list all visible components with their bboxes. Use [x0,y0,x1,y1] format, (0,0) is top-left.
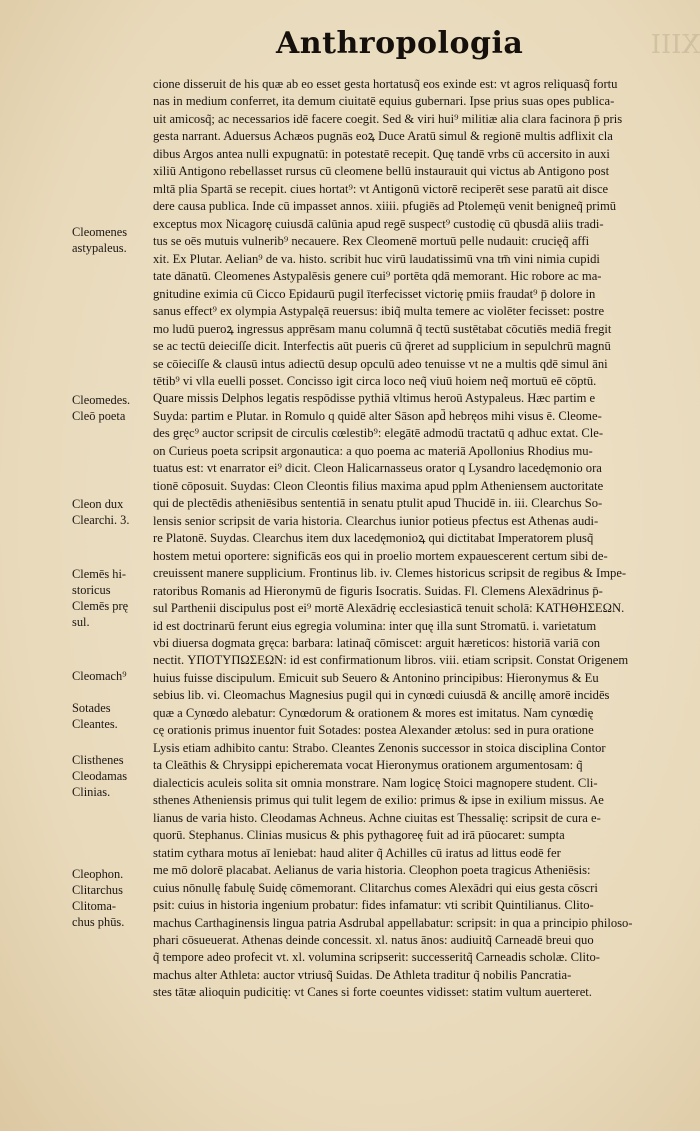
margin-note-line: sul. [72,615,90,629]
text-line: id est doctrinarū ferunt eius egregia volumina: inter quę illa sunt Stromatū. i. varietatum [153,618,597,633]
margin-note-cleomedes [72,392,154,424]
text-line: dere causa publica. Inde cū impasset annos. xiiii. pfugiēs ad Ptolemęū venit benigneq̃ primū [153,199,617,214]
text-line: lensis senior scripsit de varia historia. Clearchus iunior potieus pfectus est Athenas audi- [153,513,599,528]
margin-note-line: Sotades [72,701,111,715]
text-line: machus Carthaginensis lingua patria Asdrubal appellabatur: scripsit: in qua a principio philoso- [153,915,633,930]
text-line: stes tātæ alioquin pudicitię: vt Canes si forte coeuntes vidisset: statim vultum auerteret. [153,985,592,1000]
text-line: machus alter Athleta: auctor vtriusq̃ Suidas. De Athleta traditur q̃ nobilis Pancratia- [153,967,572,982]
margin-note-line: Cleantes. [72,717,118,731]
margin-note-line: storicus [72,583,111,597]
margin-note-line: Clitoma- [72,899,117,913]
text-line: Suyda: partim e Plutar. in Romulo q quidē alter Sāson apd̄ hebręos mihi visus ē. Cleome- [153,408,602,423]
margin-note-line: Cleomenes [72,225,128,239]
text-line: nectit. ΥΠΟΤΥΠΩΣΕΩΝ: id est confirmationum libros. viii. etiam scripsit. Constat Origenem [153,653,629,668]
text-line: cę orationis primus inuentor fuit Sotades: postea Alexander ætolus: sed in pura oratione [153,723,594,738]
text-line: sebius lib. vi. Cleomachus Magnesius pugil qui in cynœdi cuiusdā & ancillę amorē incidēs [153,688,610,703]
margin-note-cleomenes [72,224,154,256]
text-line: dialecticis aculeis solita sit omnia monstrare. Nam logicę Stoici magnopere student. Cli- [153,775,598,790]
text-line: lianus de varia histo. Cleodamas Achneus. Achne ciuitas est Thessalię: scripsit de cura e- [153,810,601,825]
text-line: psit: cuius in historia ingenium probatur: fides infamatur: vti scribit Quintilianus. Clito- [153,898,594,913]
text-line: gnitudine eximia cū Cicco Epidaurū pugil īterfecisset victorię pmiis fraudat⁹ p̄ dolore in [153,286,596,301]
text-line: xit. Ex Plutar. Aelian⁹ de va. histo. scribit huc virū laudatissimū vna tm̄ vini nimia cupidi [153,251,600,266]
margin-note-line: astypaleus. [72,241,127,255]
text-line: qui de plectēdis atheniēsibus sententiā in senatu ptulit apud Thucidē in. iii. Clearchus So- [153,496,603,511]
text-line: des gręc⁹ auctor scripsit de circulis cœlestib⁹: elegātē admodū tractatū q adhuc extat. Cle- [153,426,604,441]
text-line: uit amicosq̃; ac necessarios idē facere coegit. Sed & viri hui⁹ militiæ alia clara facinora p̄ pris [153,111,623,126]
text-line: nas in medium conferret, ita demum ciuitatē equius gubernari. Ipse prius suas opes publica- [153,94,615,109]
bleed-through-text: XIII [650,30,700,60]
text-line: sanus effect⁹ ex olympia Astypalęā reuersus: ibiq̃ multa temere ac violēter fecisset: postre [153,304,605,319]
margin-note-clemens [72,566,154,630]
text-line: xiliū Antigono rebellasset rursus cū cleomene bellū instaurauit qui victus ab Antigono post [153,164,610,179]
margin-note-line: Clitarchus [72,883,123,897]
text-line: mltā plia Spartā se recepit. ciues hortat⁹: vt Antigonū victorē reciperēt sese paratū ait disce [153,181,609,196]
margin-note-line: Clearchi. 3. [72,513,130,527]
text-line: sthenes Atheniensis primus qui tulit legem de exilio: primus & ipse in exilium missus. Ae [153,793,604,808]
text-line: ta Cleāthis & Chrysippi epicheremata vocat Hieronymus orationem argumentosam: q̃ [153,758,583,773]
text-line: phari cōsueuerat. Athenas deinde concessit. xl. natus ānos: audiuitq̃ Carneadē breui quo [153,932,594,947]
text-line: gesta narrant. Aduersus Achæos pugnās eoꝝ Duce Aratū simul & regionē multis adflixit cla [153,129,613,144]
text-line: tuatus est: vt enarrator ei⁹ dicit. Cleon Halicarnasseus orator q Lysandro lacedęmonio ora [153,461,602,476]
margin-note-line: Cleophon. [72,867,124,881]
text-line: huius fuisse discipulum. Emicuit sub Seuero & Antonino principibus: Hieronymus & Eu [153,670,599,685]
text-line: cuius nōnullę fabulę Suidę cōmemorant. Clitarchus comes Alexādri qui eius gesta cōscri [153,880,598,895]
margin-note-sotades [72,700,154,732]
text-line: tētib⁹ vi vlla euelli posset. Concisso igit circa loco neq̃ viuū hoiem neq̃ mortuū eē cōptū. [153,373,597,388]
text-line: tionē cōposuit. Suydas: Cleon Cleontis filius maxima apud pplm Atheniensem auctoritate [153,478,604,493]
margin-note-clisthenes [72,752,154,800]
text-line: mo ludū pueroꝝ ingressus apprēsam manu columnā q̃ tectū sustētabat cōcutiēs mediā fregit [153,321,612,336]
text-line: tate dānatū. Cleomenes Astypalēsis genere cui⁹ portēta qdā memorant. Hic robore ac ma- [153,269,602,284]
text-line: q̃ tempore adeo profecit vt. xl. volumina scripserit: successeritq̃ Carneadis scholæ. Clito- [153,950,600,965]
margin-note-line: Clemēs hi- [72,567,127,581]
text-line: se cōieciſſe & clausū intus adiectū desup opculū adeo tenuisse vt ne a multis qdē simul āni [153,356,608,371]
main-text-column [153,76,680,1002]
margin-note-line: Cleomach⁹ [72,669,127,683]
margin-note-line: Cleomedes. [72,393,131,407]
margin-note-cleophon [72,866,154,930]
text-line: creuissent manere supplicium. Frontinus lib. iv. Clemes historicus scripsit de regibus & Impe- [153,566,627,581]
margin-note-line: Cleodamas [72,769,128,783]
margin-note-line: chus phūs. [72,915,125,929]
margin-note-line: Clinias. [72,785,111,799]
text-line: me mō dolorē placabat. Aelianus de varia historia. Cleophon poeta tragicus Atheniēsis: [153,863,591,878]
text-line: re Platonē. Suydas. Clearchus item dux lacedęmonioꝝ qui dictitabat Imperatorem plusq̃ [153,531,594,546]
margin-note-cleon [72,496,154,528]
margin-note-line: Clisthenes [72,753,124,767]
running-header: Anthropologia [276,26,524,61]
text-line: dibus Argos antea nulli expugnatū: in potestatē recepit. Quę tandē vrbs cū accersito in auxi [153,146,610,161]
text-line: vbi diuersa dogmata gręca: barbara: latinaq̃ cōmiscet: arguit hæreticos: historiā variā con [153,636,601,650]
text-line: quorū. Stephanus. Clinias musicus & phis pythagoreę fuit ad irā pūocaret: sumpta [153,828,565,843]
margin-note-cleomachus [72,668,154,684]
text-line: ratoribus Romanis ad Hieronymū de figuris Isocratis. Suidas. Fl. Clemens Alexādrinus p̄- [153,583,603,598]
text-line: cione disseruit de his quæ ab eo esset gesta hortatusq̃ eos exinde est: vt agros reliquasq̃ fortu [153,77,618,91]
text-line: exceptus mox Nicagorę cuiusdā calūnia apud regē suspect⁹ custodię cū qbusdā aliis tradi- [153,216,604,231]
text-line: on Curieus poeta scripsit argonautica: a quo poema ac materiā Apollonius Rhodius mu- [153,443,593,458]
text-line: tus se oēs mutuis vulnerib⁹ necauere. Rex Cleomenē mortuū pelle nudauit: crucięq̃ affi [153,234,590,249]
text-line: Lysis etiam adhibito cantu: Strabo. Cleantes Zenonis successor in stoica disciplina Contor [153,740,606,755]
text-line: hostem metui oportere: significās eos qui in proelio mortem expauescerent certum sibi de- [153,548,608,563]
text-line: sul Parthenii discipulus post ei⁹ mortē Alexādrię ecclesiasticā tenuit scholā: ΚΑΤΗΘΗΣΕΩΝ. [153,601,625,616]
text-line: se ac tectū deieciſſe dicit. Interfectis aūt pueris cū q̃reret ad supplicium in sepulchrū magnū [153,339,611,354]
text-line: quæ a Cynœdo alebatur: Cynœdorum & orationem & mores est imitatus. Nam cynœdię [153,705,594,720]
text-line: Quare missis Delphos legatis respōdisse pythiā vltimus heroū Astypaleus. Hæc partim e [153,391,596,406]
text-line: statim cythara motus aī leniebat: haud aliter q̃ Achilles cū iratus ad littus eodē fer [153,845,561,860]
margin-note-line: Cleō poeta [72,409,126,423]
margin-note-line: Cleon dux [72,497,124,511]
margin-note-line: Clemēs prę [72,599,129,613]
